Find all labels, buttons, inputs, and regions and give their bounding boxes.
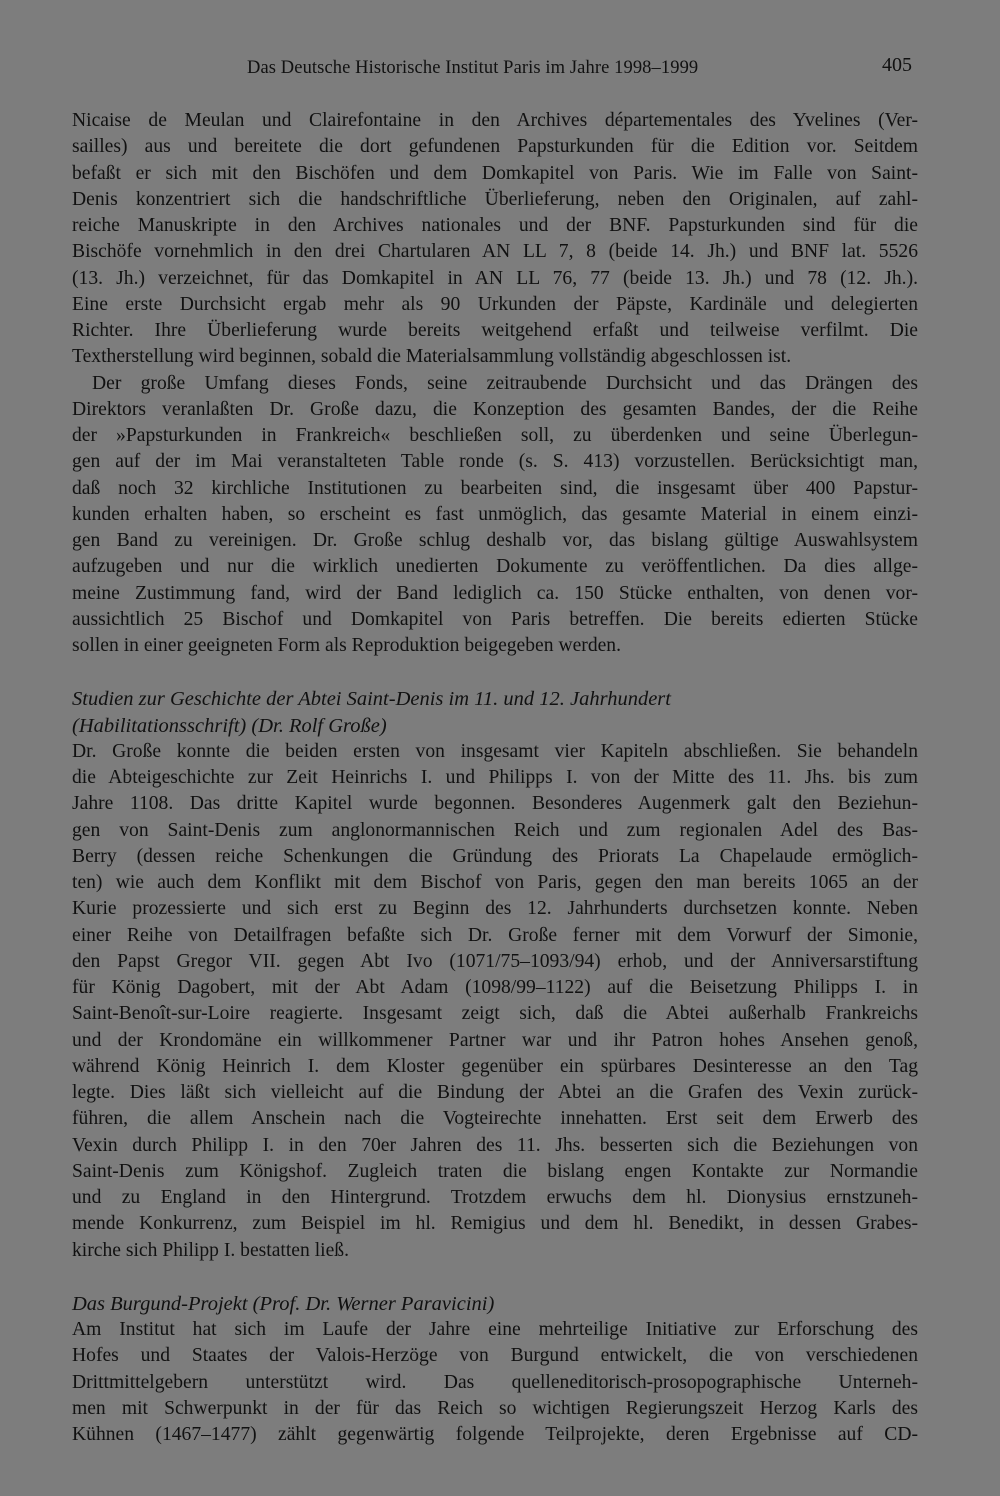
section-heading: [72, 686, 918, 739]
section-heading: [72, 1291, 918, 1317]
page-number: 405: [882, 54, 912, 76]
text-line: Direktors veranlaßten Dr. Große dazu, die Konzeption des gesamten Bandes, der die Reihe: [72, 398, 918, 420]
text-line: Hofes und Staates der Valois-Herzöge von Burgund entwickelt, die von verschiedenen: [72, 1345, 918, 1367]
section-body: [72, 739, 918, 1264]
text-line: Berry (dessen reiche Schenkungen die Gründung des Priorats La Chapelaude ermöglich-: [72, 845, 918, 867]
text-line: kirche sich Philipp I. bestatten ließ.: [72, 1239, 349, 1261]
text-line: befaßt er sich mit den Bischöfen und dem Domkapitel von Paris. Wie im Falle von Saint-: [72, 162, 918, 184]
text-line: reiche Manuskripte in den Archives nationales und der BNF. Papsturkunden sind für die: [72, 215, 918, 236]
text-line: sollen in einer geeigneten Form als Reproduktion beigegeben werden.: [72, 635, 622, 656]
text-line: gen von Saint-Denis zum anglonormannischen Reich und zum regionalen Adel des Bas-: [72, 819, 918, 841]
text-line: Am Institut hat sich im Laufe der Jahre eine mehrteilige Initiative zur Erforschung des: [72, 1319, 918, 1340]
text-line: meine Zustimmung fand, wird der Band lediglich ca. 150 Stücke enthalten, von denen vor-: [72, 582, 918, 604]
running-title: Das Deutsche Historische Institut Paris im Jahre 1998–1999: [247, 58, 699, 78]
text-line: gen Band zu vereinigen. Dr. Große schlug deshalb vor, das bislang gültige Auswahlsystem: [72, 530, 918, 551]
text-line: Jahre 1108. Das dritte Kapitel wurde begonnen. Besonderes Augenmerk galt den Beziehun-: [72, 793, 918, 815]
text-line: Eine erste Durchsicht ergab mehr als 90 Urkunden der Päpste, Kardinäle und delegierten: [72, 293, 918, 315]
text-line: ten) wie auch dem Konflikt mit dem Bischof von Paris, gegen den man bereits 1065 an der: [72, 872, 918, 893]
document-page: [72, 52, 918, 1448]
text-line: aussichtlich 25 Bischof und Domkapitel von Paris betreffen. Die bereits edierten Stücke: [72, 608, 918, 630]
paragraph-concept: [72, 371, 918, 660]
text-line: während König Heinrich I. dem Kloster gegenüber ein spürbares Desinteresse an den Tag: [72, 1055, 918, 1077]
text-line: kunden erhalten haben, so erscheint es fast unmöglich, das gesamte Material in einem einzi-: [72, 503, 918, 525]
text-line: für König Dagobert, mit der Abt Adam (1098/99–1122) auf die Beisetzung Philipps I. in: [72, 977, 918, 998]
heading-line: Das Burgund-Projekt (Prof. Dr. Werner Paravicini): [72, 1292, 495, 1315]
text-line: Denis konzentriert sich die handschriftliche Überlieferung, neben den Originalen, auf zahl-: [72, 188, 918, 210]
running-header: [72, 52, 918, 86]
text-line: Textherstellung wird beginnen, sobald die Materialsammlung vollständig abgeschlossen ist.: [72, 346, 792, 368]
text-line: Drittmittelgebern unterstützt wird. Das quelleneditorisch-prosopographische Unterneh-: [72, 1371, 918, 1393]
text-line: führen, die allem Anschein nach die Vogteirechte innehatten. Erst seit dem Erwerb des: [72, 1108, 918, 1130]
text-line: mende Konkurrenz, zum Beispiel im hl. Remigius und dem hl. Benedikt, in dessen Grabes-: [72, 1213, 918, 1235]
text-line: Nicaise de Meulan und Clairefontaine in den Archives départementales des Yvelines (Ver-: [72, 110, 918, 131]
text-line: Saint-Denis zum Königshof. Zugleich traten die bislang engen Kontakte zur Normandie: [72, 1160, 918, 1182]
text-line: der »Papsturkunden in Frankreich« beschließen soll, zu überdenken und seine Überlegun-: [72, 425, 918, 446]
text-line: den Papst Gregor VII. gegen Abt Ivo (1071/75–1093/94) erhob, und der Anniversarstiftung: [72, 950, 918, 972]
text-line: Vexin durch Philipp I. in den 70er Jahren des 11. Jhs. besserten sich die Beziehungen von: [72, 1134, 918, 1156]
text-line: und der Krondomäne ein willkommener Partner war und ihr Patron hohes Ansehen genoß,: [72, 1029, 918, 1051]
text-line: und zu England in den Hintergrund. Trotzdem erwuchs dem hl. Dionysius ernstzuneh-: [72, 1187, 918, 1208]
text-line: Bischöfe vornehmlich in den drei Chartularen AN LL 7, 8 (beide 14. Jh.) und BNF lat. 5526: [72, 241, 918, 263]
text-line: daß noch 32 kirchliche Institutionen zu bearbeiten sind, die insgesamt über 400 Papstur-: [72, 477, 918, 499]
text-line: Richter. Ihre Überlieferung wurde bereits weitgehend erfaßt und teilweise verfilmt. Die: [72, 320, 918, 341]
paragraph-archives: [72, 108, 918, 371]
text-line: legte. Dies läßt sich vielleicht auf die Bindung der Abtei an die Grafen des Vexin zurück-: [72, 1082, 918, 1103]
text-line: Saint-Benoît-sur-Loire reagierte. Insgesamt zeigt sich, daß die Abtei außerhalb Frankreichs: [72, 1003, 918, 1025]
text-line: Kühnen (1467–1477) zählt gegenwärtig folgende Teilprojekte, deren Ergebnisse auf CD-: [72, 1424, 918, 1445]
text-line: aufzugeben und nur die wirklich unedierten Dokumente zu veröffentlichen. Da dies allge-: [72, 556, 918, 578]
heading-line: Studien zur Geschichte der Abtei Saint-Denis im 11. und 12. Jahrhundert: [72, 688, 671, 711]
text-line: Dr. Große konnte die beiden ersten von insgesamt vier Kapiteln abschließen. Sie behandeln: [72, 740, 918, 762]
text-line: die Abteigeschichte zur Zeit Heinrichs I. und Philipps I. von der Mitte des 11. Jhs. bis zum: [72, 767, 918, 788]
text-line: gen auf der im Mai veranstalteten Table ronde (s. S. 413) vorzustellen. Berücksichtigt man,: [72, 451, 918, 473]
section-burgund: [72, 1291, 918, 1449]
intro-block: [72, 108, 918, 659]
heading-line: (Habilitationsschrift) (Dr. Rolf Große): [72, 714, 387, 737]
section-saint-denis: [72, 686, 918, 1264]
text-line: einer Reihe von Detailfragen befaßte sich Dr. Große ferner mit dem Vorwurf der Simonie,: [72, 924, 918, 946]
section-body: [72, 1317, 918, 1448]
text-line: Kurie prozessierte und sich erst zu Beginn des 12. Jahrhunderts durchsetzen konnte. Neben: [72, 898, 918, 920]
text-line: sailles) aus und bereitete die dort gefundenen Papsturkunden für die Edition vor. Seitdem: [72, 136, 918, 158]
text-line: Der große Umfang dieses Fonds, seine zeitraubende Durchsicht und das Drängen des: [92, 372, 918, 394]
text-line: men mit Schwerpunkt in der für das Reich so wichtigen Regierungszeit Herzog Karls des: [72, 1397, 918, 1419]
text-line: (13. Jh.) verzeichnet, für das Domkapitel in AN LL 76, 77 (beide 13. Jh.) und 78 (12. Jh.).: [72, 267, 918, 289]
